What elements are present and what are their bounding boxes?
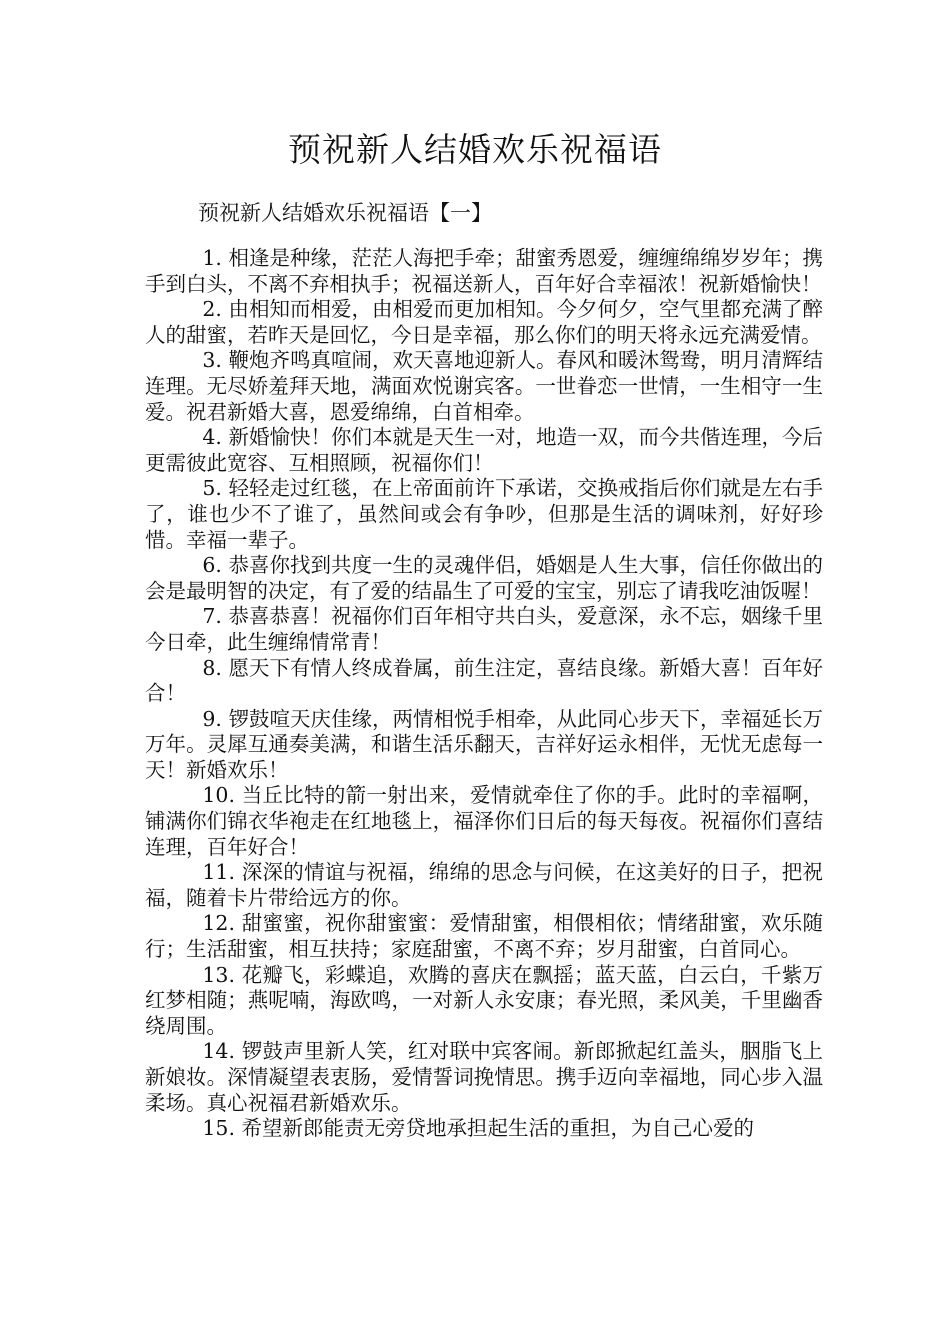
section-heading: 预祝新人结婚欢乐祝福语【一】 [198,201,492,225]
page-title: 预祝新人结婚欢乐祝福语 [288,130,662,169]
list-item: 9. 锣鼓喧天庆佳缘，两情相悦手相牵，从此同心步天下，幸福延长万万年。灵犀互通奏美满，和谐生活乐翻天，吉祥好运永相伴，无忧无虑每一天！新婚欢乐！ [145,706,823,782]
list-item: 14. 锣鼓声里新人笑，红对联中宾客闹。新郎掀起红盖头，胭脂飞上新娘妆。深情凝望表衷肠，爱情誓词挽情思。携手迈向幸福地，同心步入温柔场。真心祝福君新婚欢乐。 [145,1039,823,1115]
list-item: 3. 鞭炮齐鸣真喧闹，欢天喜地迎新人。春风和暖沐鸳鸯，明月清辉结连理。无尽娇羞拜天地，满面欢悦谢宾客。一世眷恋一世情，一生相守一生爱。祝君新婚大喜，恩爱绵绵，白首相牵。 [145,348,823,424]
list-item: 6. 恭喜你找到共度一生的灵魂伴侣，婚姻是人生大事，信任你做出的会是最明智的决定，有了爱的结晶生了可爱的宝宝，别忘了请我吃油饭喔！ [145,553,823,603]
list-item: 7. 恭喜恭喜！祝福你们百年相守共白头，爱意深，永不忘，姻缘千里今日牵，此生缠绵情常青！ [145,604,823,654]
list-item: 2. 由相知而相爱，由相爱而更加相知。今夕何夕，空气里都充满了醉人的甜蜜，若昨天是回忆，今日是幸福，那么你们的明天将永远充满爱情。 [145,297,823,347]
list-item: 4. 新婚愉快！你们本就是天生一对，地造一双，而今共偕连理，今后更需彼此宽容、互相照顾，祝福你们！ [145,425,823,475]
list-item: 12. 甜蜜蜜，祝你甜蜜蜜：爱情甜蜜，相偎相依；情绪甜蜜，欢乐随行；生活甜蜜，相互扶持；家庭甜蜜，不离不弃；岁月甜蜜，白首同心。 [145,911,823,962]
list-item: 11. 深深的情谊与祝福，绵绵的思念与问候，在这美好的日子，把祝福，随着卡片带给远方的你。 [145,860,823,910]
list-item: 15. 希望新郎能责无旁贷地承担起生活的重担，为自己心爱的 [202,1116,755,1141]
blessing-list [145,246,823,1142]
list-item: 1. 相逢是种缘，茫茫人海把手牵；甜蜜秀恩爱，缠缠绵绵岁岁年；携手到白头，不离不弃相执手；祝福送新人，百年好合幸福浓！祝新婚愉快！ [145,246,823,296]
list-item: 10. 当丘比特的箭一射出来，爱情就牵住了你的手。此时的幸福啊，铺满你们锦衣华袍走在红地毯上，福泽你们日后的每天每夜。祝福你们喜结连理，百年好合！ [145,783,823,859]
list-item: 8. 愿天下有情人终成眷属，前生注定，喜结良缘。新婚大喜！百年好合！ [145,655,823,706]
list-item: 13. 花瓣飞，彩蝶追，欢腾的喜庆在飘摇；蓝天蓝，白云白，千紫万红梦相随；燕呢喃，海欧鸣，一对新人永安康；春光照，柔风美，千里幽香绕周围。 [145,962,823,1038]
list-item: 5. 轻轻走过红毯，在上帝面前许下承诺，交换戒指后你们就是左右手了，谁也少不了谁了，虽然间或会有争吵，但那是生活的调味剂，好好珍惜。幸福一辈子。 [145,476,823,552]
